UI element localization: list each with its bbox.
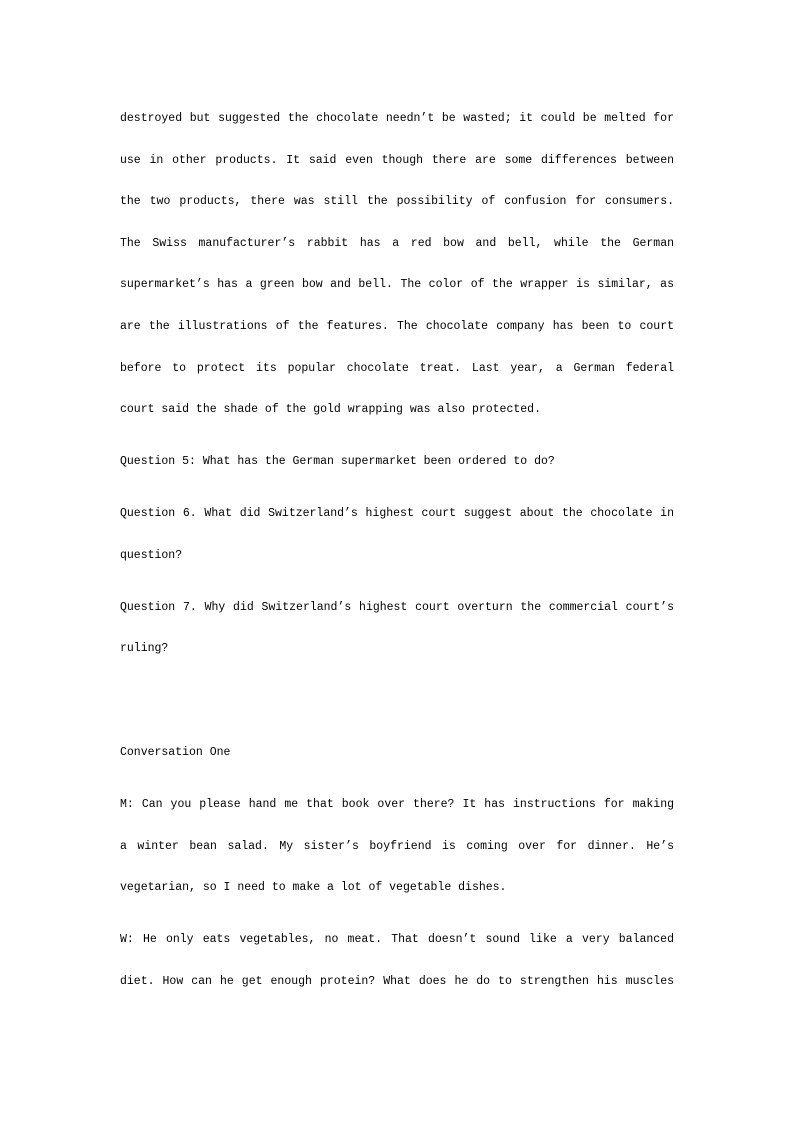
passage-paragraph bbox=[120, 98, 674, 431]
section-heading bbox=[120, 732, 674, 774]
text-line: are the illustrations of the features. The chocolate company has been to court bbox=[120, 319, 674, 333]
text-line: destroyed but suggested the chocolate needn’t be wasted; it could be melted for bbox=[120, 112, 674, 125]
question-line: Question 5: What has the German supermarket been ordered to do? bbox=[120, 455, 555, 469]
question-6 bbox=[120, 493, 674, 576]
question-line: ruling? bbox=[120, 642, 169, 656]
dialogue-line: vegetarian, so I need to make a lot of vegetable dishes. bbox=[120, 881, 507, 895]
text-line: the two products, there was still the possibility of confusion for consumers. bbox=[120, 195, 674, 209]
dialogue-turn-w bbox=[120, 919, 674, 1002]
question-5 bbox=[120, 441, 674, 483]
text-line: supermarket’s has a green bow and bell. The color of the wrapper is similar, as bbox=[120, 278, 674, 292]
question-line: question? bbox=[120, 548, 183, 562]
page-content bbox=[120, 98, 674, 1003]
question-7 bbox=[120, 587, 674, 670]
text-line: use in other products. It said even though there are some differences between bbox=[120, 153, 674, 167]
dialogue-line: a winter bean salad. My sister’s boyfriend is coming over for dinner. He’s bbox=[120, 839, 674, 853]
text-line: before to protect its popular chocolate treat. Last year, a German federal bbox=[120, 361, 674, 375]
question-line: Question 7. Why did Switzerland’s highest court overturn the commercial court’s bbox=[120, 600, 674, 614]
dialogue-line: W: He only eats vegetables, no meat. That doesn’t sound like a very balanced bbox=[120, 933, 674, 947]
question-line: Question 6. What did Switzerland’s highest court suggest about the chocolate in bbox=[120, 507, 674, 521]
text-line: court said the shade of the gold wrapping was also protected. bbox=[120, 403, 541, 417]
dialogue-line: M: Can you please hand me that book over there? It has instructions for making bbox=[120, 798, 674, 812]
section-heading-text: Conversation One bbox=[120, 746, 231, 760]
text-line: The Swiss manufacturer’s rabbit has a red bow and bell, while the German bbox=[120, 236, 674, 250]
dialogue-line: diet. How can he get enough protein? What does he do to strengthen his muscles bbox=[120, 975, 674, 989]
dialogue-turn-m bbox=[120, 784, 674, 909]
